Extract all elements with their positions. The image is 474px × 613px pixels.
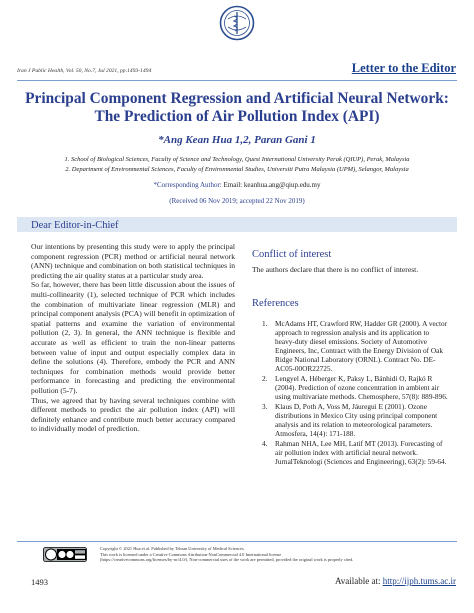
article-title — [20, 90, 454, 126]
copyright-line: Copyright © 2021 Hua et al. Published by Tehran University of Medical Sciences. — [100, 546, 245, 551]
body-paragraph-2: So far, however, there has been little discussion about the issues of multi-collinearity (1), selected technique of PCR which includes the combination of multivariate linear regression (MLR) and principal component analysis (PCA) will benefit in optimization of spatial patterns and examine the variation of environmental pollution (2, 3). In general, the ANN technique is flexible and accurate as well as efficient to train the non-linear patterns between value of input and output especially complex data in define the solutions (4). Therefore, embody the PCR and ANN techniques for combination methods would provide better performance in forecasting and predicting the environmental pollution (5-7). — [31, 280, 235, 395]
reference-item — [262, 439, 449, 466]
corresponding-email[interactable]: Email: keanhua.ang@qiup.edu.my — [223, 181, 321, 189]
reference-number: 4. — [262, 439, 268, 448]
journal-emblem-icon — [219, 5, 255, 41]
header-rule — [17, 80, 457, 81]
reference-number: 1. — [262, 319, 268, 328]
footer-rule — [17, 541, 457, 542]
available-label: Available at: — [334, 576, 381, 586]
author-list: *Ang Kean Hua 1,2, Paran Gani 1 — [158, 134, 316, 146]
left-column — [31, 242, 235, 434]
section-title: Dear Editor-in-Chief — [31, 220, 119, 231]
received-accepted-dates: (Received 06 Nov 2019; accepted 22 Nov 2019) — [169, 197, 305, 205]
reference-item — [262, 374, 449, 401]
copyright-notice — [100, 546, 440, 563]
reference-text: Rahman NHA, Lee MH, Latif MT (2013). Forecasting of air pollution index with artificial neural network. JurnalTeknologi (Sciences and Engineering), 63(2): 59-64. — [275, 439, 447, 466]
references-heading: References — [252, 298, 299, 309]
conflict-statement: The authors declare that there is no conflict of interest. — [252, 265, 419, 274]
reference-number: 2. — [262, 374, 268, 383]
cc-by-nc-license-icon[interactable] — [43, 547, 87, 562]
title-line-2: The Prediction of Air Pollution Index (API) — [94, 108, 380, 125]
availability — [335, 576, 456, 586]
conflict-heading: Conflict of interest — [252, 249, 332, 260]
reference-text: McAdams HT, Crawford RW, Hadder GR (2000). A vector approach to regression analysis and its application to heavy-duty diesel emissions. Society of Automotive Engineers, Inc, Contract with the Energy Division of Oak Ridge National Laboratory (ORNL). Contract No. DE-AC05-00OR22725. — [275, 319, 448, 373]
body-paragraph-1: Our intentions by presenting this study were to apply the principal component regression (PCR) method or artificial neural network (ANN) technique and combination on both statistical techniques in predicting the air quality status at a particular study area. — [31, 242, 235, 280]
affiliation-2: 2. Department of Environmental Sciences, Faculty of Environmental Studies, Universiti Putra Malaysia (UPM), Selangor, Malaysia — [65, 166, 409, 173]
title-line-1: Principal Component Regression and Artificial Neural Network: — [25, 90, 449, 107]
corresponding-label: *Corresponding Author: — [153, 181, 222, 189]
reference-item — [262, 319, 449, 373]
page-number: 1493 — [31, 577, 48, 587]
reference-list — [262, 319, 449, 467]
license-line: This work is licensed under a Creative Commons Attribution-NonCommercial 4.0 International license — [100, 551, 282, 557]
journal-citation: Iran J Public Health, Vol. 50, No.7, Jul 2021, pp.1493-1494 — [17, 68, 152, 74]
corresponding-author — [20, 181, 454, 189]
license-url-line[interactable]: (https://creativecommons.org/licenses/by-nc/4.0/). Non-commercial uses of the work are permitted, provided the original work is properly cited. — [100, 557, 354, 563]
reference-item — [262, 402, 449, 438]
affiliation-1: 1. School of Biological Sciences, Faculty of Science and Technology, Quest International University Perak (QIUP), Perak, Malaysia — [64, 156, 410, 163]
reference-number: 3. — [262, 402, 268, 411]
journal-url-link[interactable]: http://ijph.tums.ac.ir — [382, 576, 456, 586]
reference-text: Lengyel A, Héberger K, Paksy L, Bánhidi O, Rajkó R (2004). Prediction of ozone concentration in ambient air using multivariate methods. Chemosphere, 57(8): 889-896. — [275, 374, 448, 401]
reference-text: Klaus D, Poth A, Voss M, Jáuregui E (2001). Ozone distributions in Mexico City using principal component analysis and its relation to meteorological parameters. Atmosfera, 14(4): 171-188. — [275, 402, 438, 438]
body-paragraph-3: Thus, we agreed that by having several techniques combine with different methods to predict the air pollution index (API) will definitely enhance and contribute much better accuracy compared to individually model of prediction. — [31, 395, 235, 434]
article-type-tag: Letter to the Editor — [351, 61, 456, 75]
